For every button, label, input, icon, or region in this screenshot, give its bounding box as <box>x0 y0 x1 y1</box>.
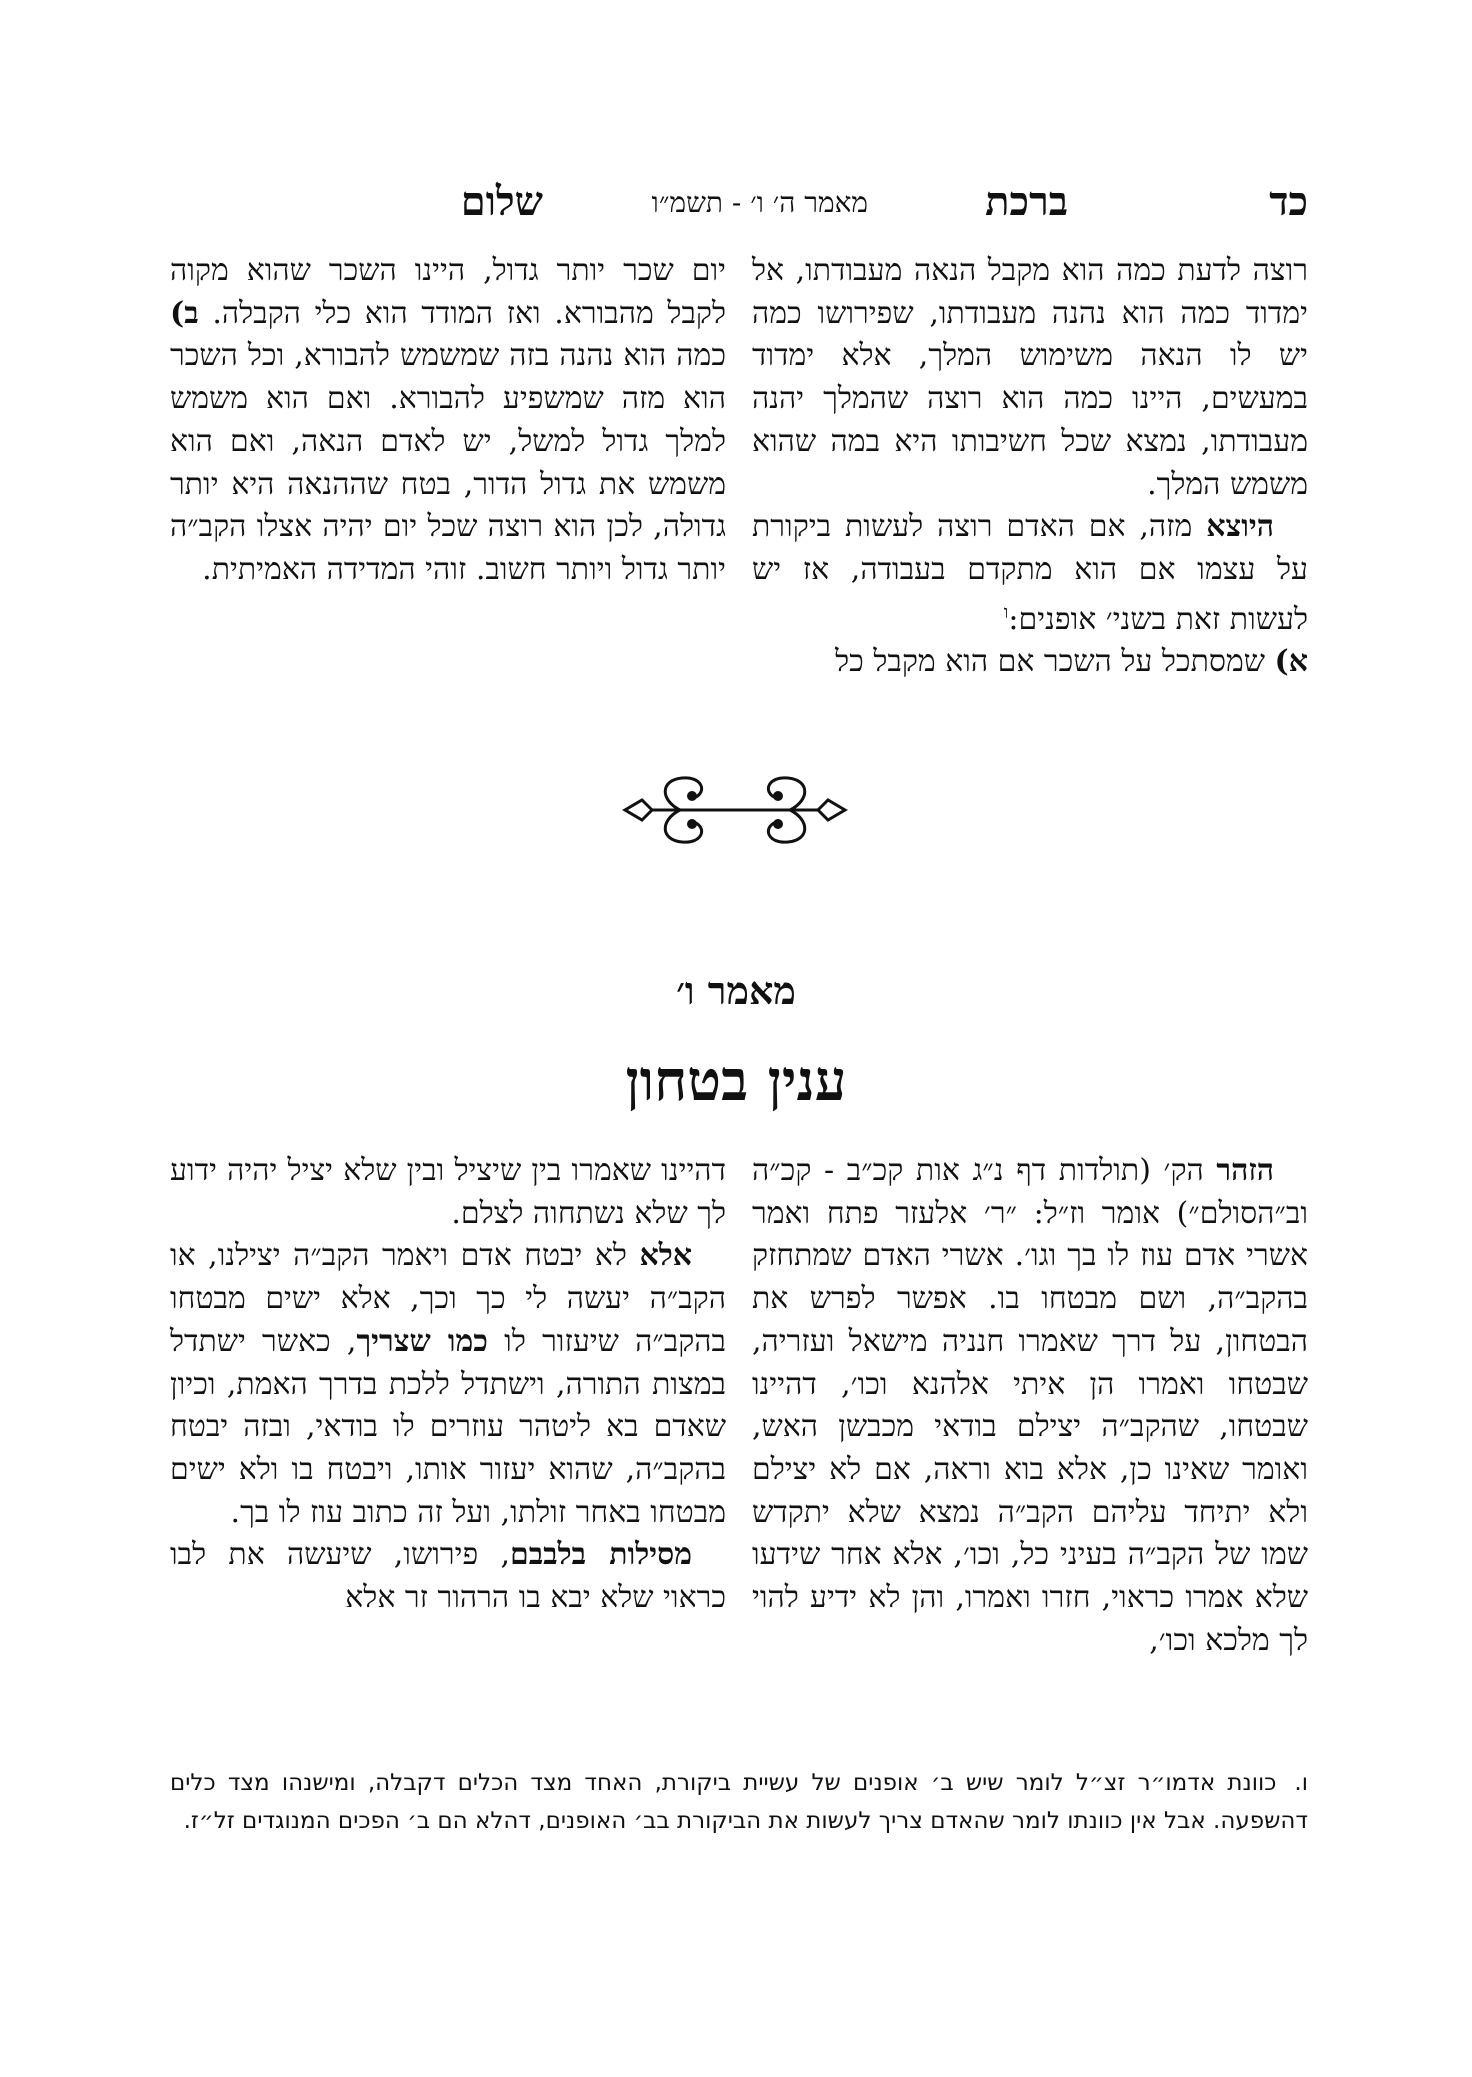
footnote <box>170 1764 1308 1840</box>
section1-right-column <box>752 250 1308 684</box>
page-number: כד <box>1269 178 1308 225</box>
item-marker: א) <box>1274 644 1308 680</box>
article-number: מאמר ו׳ <box>676 968 796 1013</box>
lead-word: היוצא <box>1206 509 1274 545</box>
item-marker: ב) <box>170 295 199 331</box>
paragraph: הזהר הק׳ (תולדות דף נ״ג אות קכ״ב - קכ״ה וב״הסולם״) אומר וז״ל: ״ר׳ אלעזר פתח ואמר אשרי אדם עוז לו בך וגו׳. אשרי האדם שמתחזק בהקב״ה, ושם מבטחו בו. אפשר לפרש את הבטחון, על דרך שאמרו חנניה מישאל ועזריה, שבטחו ואמרו הן איתי אלהנא וכו׳, דהיינו שבטחו, שהקב״ה יצילם בודאי מכבשן האש, ואומר שאינו כן, אלא בוא וראה, אם לא יצילם ולא יתיחד עליהם הקב״ה נמצא שלא יתקדש שמו של הקב״ה בעיני כל, וכו׳, אלא אחר שידעו שלא אמרו כראוי, חזרו ואמרו, והן לא ידיע להוי לך מלכא וכו׳, <box>752 1153 1308 1658</box>
paragraph: רוצה לדעת כמה הוא מקבל הנאה מעבודתו, אל ימדוד כמה הוא נהנה מעבודתו, שפירושו כמה יש לו הנאה משימוש המלך, אלא ימדוד במעשים, היינו כמה הוא רוצה שהמלך יהנה מעבודתו, נמצא שכל חשיבותו היא במה שהוא משמש המלך. <box>752 253 1308 502</box>
lead-word: אלא <box>639 1238 692 1274</box>
paragraph: מסילות בלבבם, פירושו, שיעשה את לבו כראוי שלא יבא בו הרהור זר אלא <box>170 1537 726 1616</box>
paragraph: אלא לא יבטח אדם ויאמר הקב״ה יצילנו, או הקב״ה יעשה לי כך וכך, אלא ישים מבטחו בהקב״ה שיעזור לו כמו שצריך, כאשר ישתדל במצות התורה, וישתדל ללכת בדרך האמת, וכיון שאדם בא ליטהר עוזרים לו בודאי, ובזה יבטח בהקב״ה, שהוא יעזור אותו, ויבטח בו ולא ישים מבטחו באחר זולתו, ועל זה כתוב עוז לו בך. <box>170 1238 726 1530</box>
section1-left-column <box>170 250 726 592</box>
section2-right-column <box>752 1150 1308 1662</box>
paragraph: דהיינו שאמרו בין שיציל ובין שלא יציל יהיה ידוע לך שלא נשתחוה לצלם. <box>170 1153 726 1231</box>
footnote-marker: ו. <box>1294 1770 1308 1796</box>
section2-left-column <box>170 1150 726 1620</box>
footnote-text: כוונת אדמו״ר זצ״ל לומר שיש ב׳ אופנים של עשיית ביקורת, האחד מצד הכלים דקבלה, ומישנהו מצד כלים דהשפעה. אבל אין כוונתו לומר שהאדם צריך לעשות את הביקורת בב׳ האופנים, דהלא הם ב׳ הפכים המנוגדים זל״ז. <box>170 1770 1308 1834</box>
article-title: ענין בטחון <box>625 1048 847 1114</box>
lead-word: מסילות בלבבם <box>510 1537 692 1573</box>
paragraph: היוצא מזה, אם האדם רוצה לעשות ביקורת על עצמו אם הוא מתקדם בעבודה, אז יש לעשות זאת בשני׳ אופנים:$^ו$ <box>752 509 1308 637</box>
decorative-ornament-icon <box>620 760 850 860</box>
header-title-word-1: ברכת <box>985 178 1068 225</box>
lead-word: הזהר <box>1216 1153 1274 1188</box>
paragraph: א) שמסתכל על השכר אם הוא מקבל כל <box>835 644 1308 680</box>
paragraph: יום שכר יותר גדול, היינו השכר שהוא מקוה לקבל מהבורא. ואז המודד הוא כלי הקבלה. ב) כמה הוא נהנה בזה שמשמש להבורא, וכל השכר הוא מזה שמשפיע להבורא. ואם הוא משמש למלך גדול למשל, יש לאדם הנאה, ואם הוא משמש את גדול הדור, בטח שההנאה היא יותר גדולה, לכן הוא רוצה שכל יום יהיה אצלו הקב״ה יותר גדול ויותר חשוב. זוהי המדידה האמיתית. <box>170 253 726 587</box>
footnote-ref: ו <box>1003 601 1009 623</box>
header-title-word-2: שלום <box>460 178 543 225</box>
running-header <box>388 178 1308 242</box>
header-subtitle: מאמר ה׳ ו׳ - תשמ״ו <box>651 186 868 219</box>
emphasis: כמו שצריך <box>356 1323 488 1359</box>
